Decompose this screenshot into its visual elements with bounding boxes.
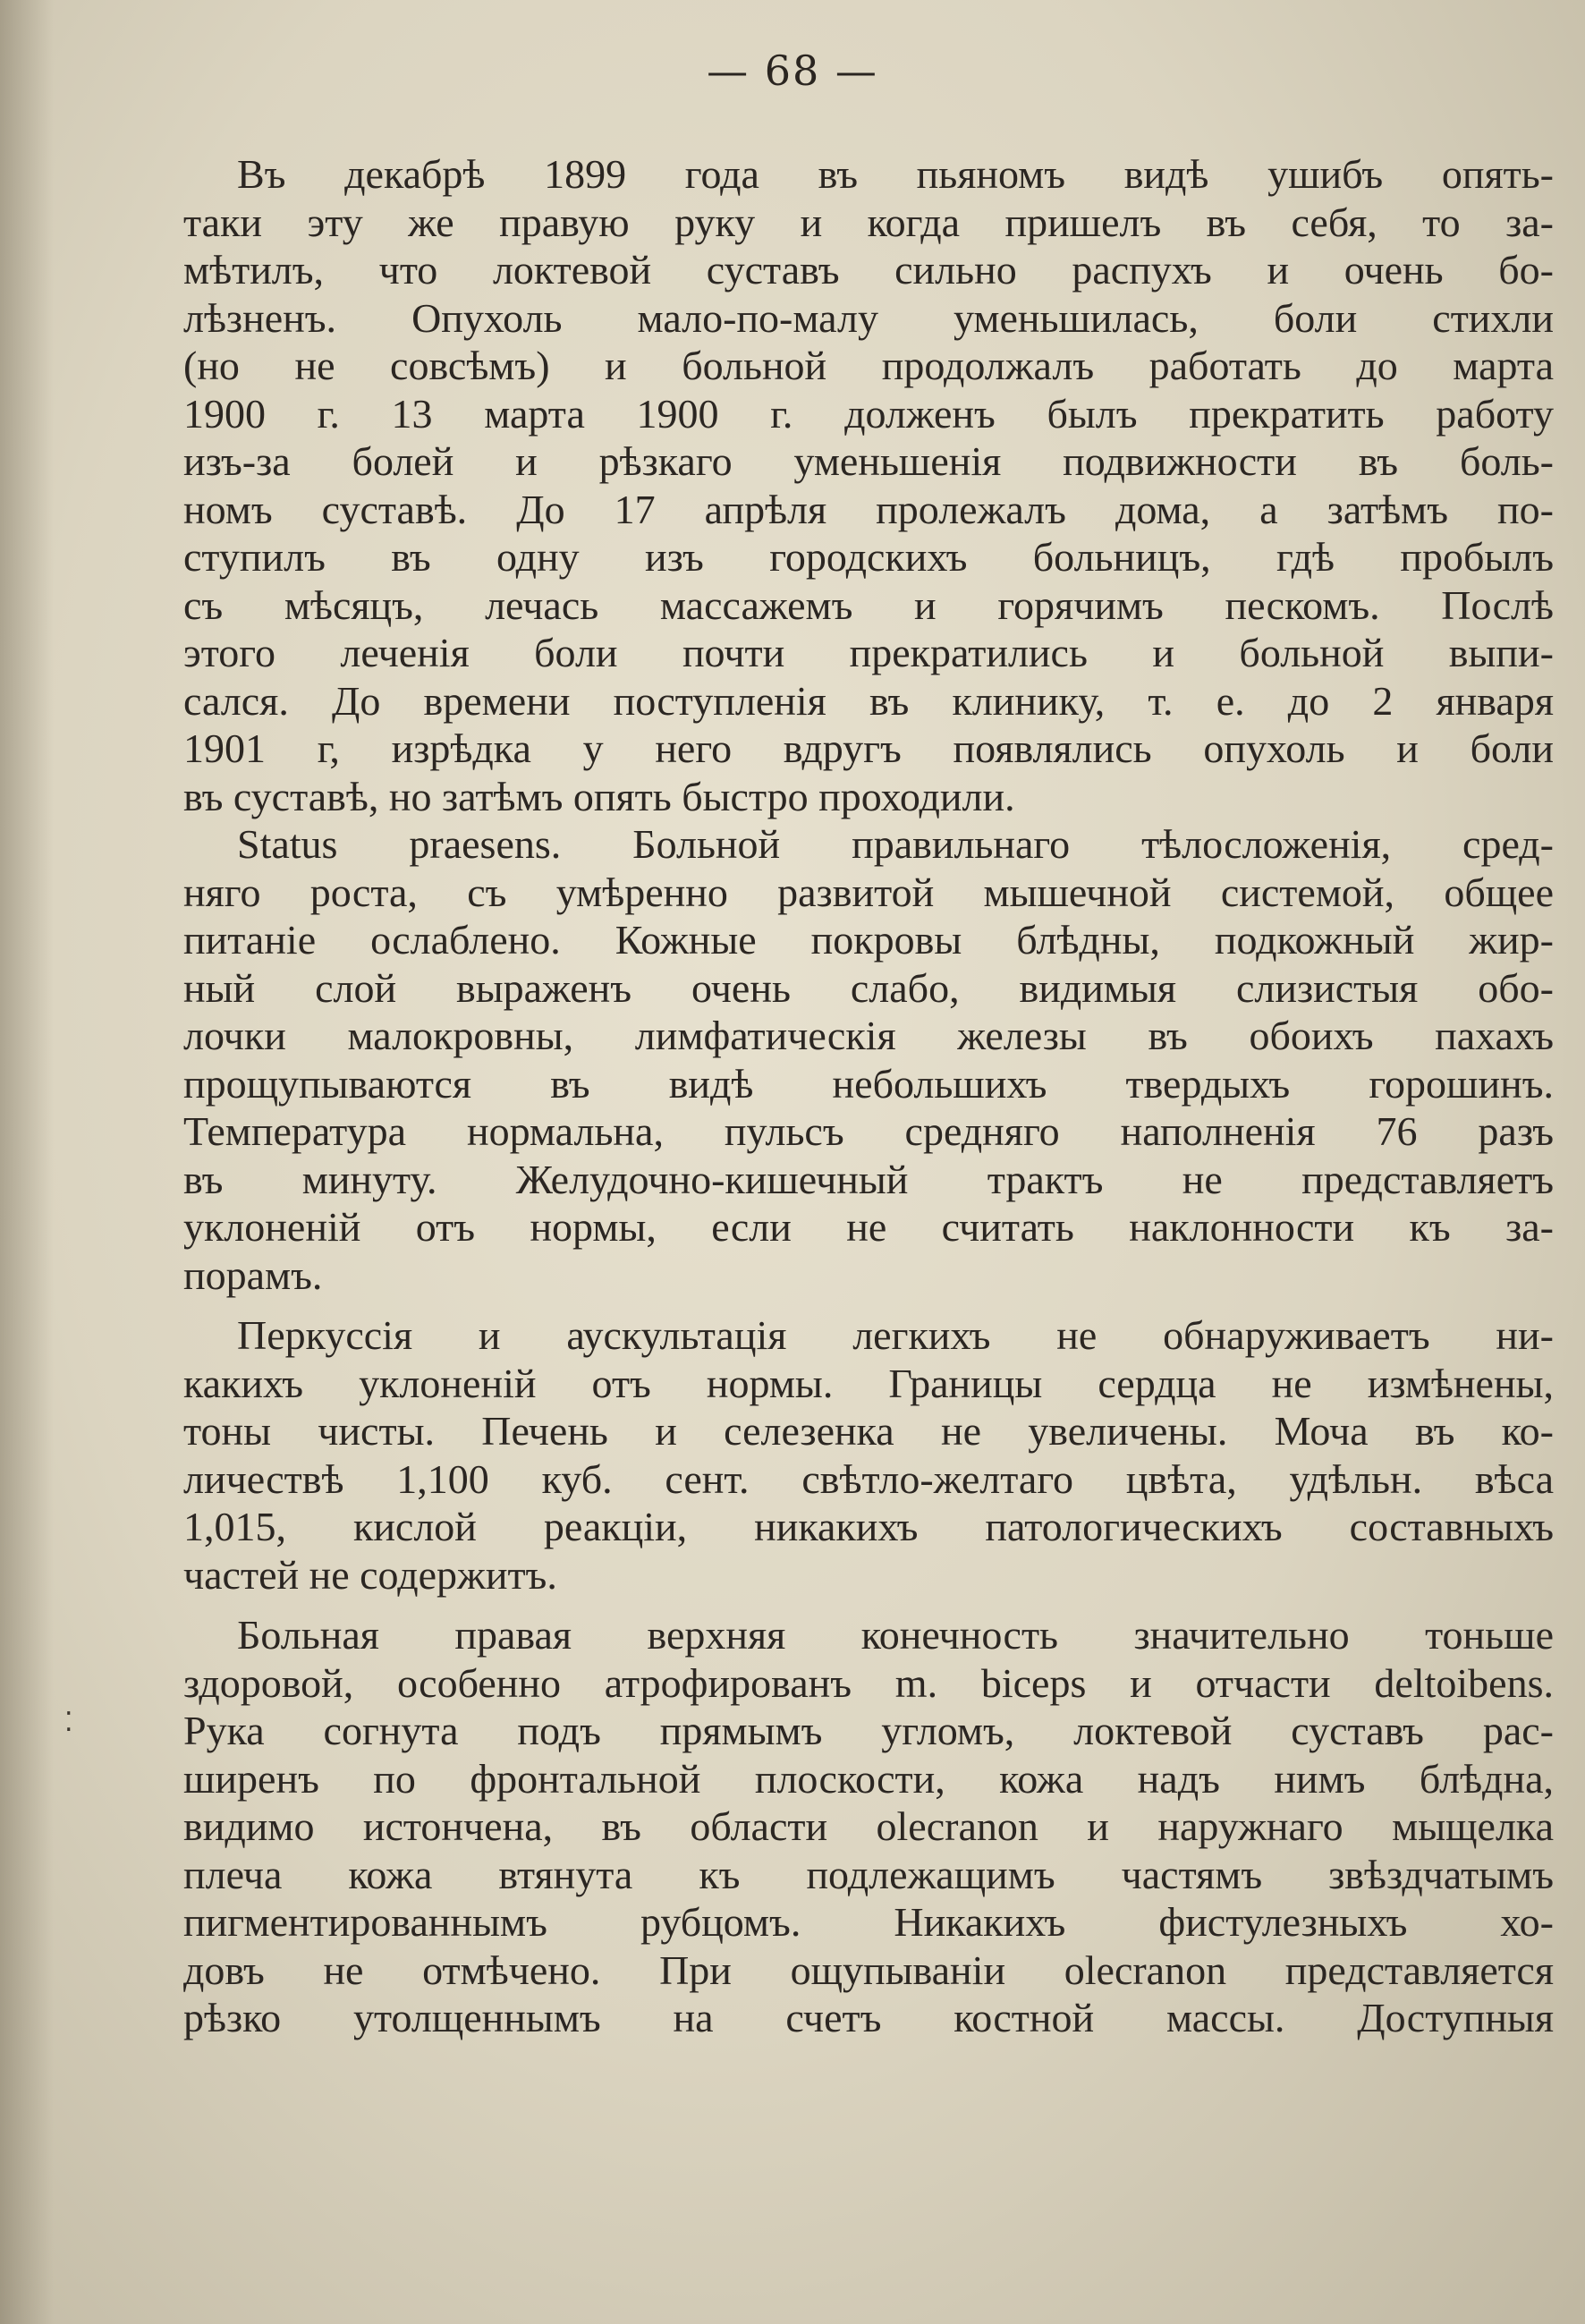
text-line: въ суставѣ, но затѣмъ опять быстро проходили. — [183, 773, 1015, 819]
text-line: сался. До времени поступленія въ клинику, т. е. до 2 января — [183, 677, 1554, 724]
text-line: питаніе ослаблено. Кожные покровы блѣдны, подкожный жир- — [183, 917, 1554, 963]
text-line: няго роста, съ умѣренно развитой мышечной системой, общее — [183, 869, 1554, 915]
text-line: Перкуссія и аускультація легкихъ не обнаруживаетъ ни- — [237, 1312, 1554, 1358]
text-line: лочки малокровны, лимфатическія железы въ обоихъ пахахъ — [183, 1013, 1554, 1058]
text-line: рѣзко утолщеннымъ на счетъ костной массы. Доступныя — [183, 1995, 1554, 2040]
text-line: пигментированнымъ рубцомъ. Никакихъ фистулезныхъ хо- — [183, 1899, 1554, 1945]
margin-mark: ⁚ — [64, 1708, 73, 1737]
text-line: 1900 г. 13 марта 1900 г. долженъ былъ прекратить работу — [183, 390, 1554, 437]
text-line: таки эту же правую руку и когда пришелъ въ себя, то за- — [183, 199, 1554, 245]
text-line: Рука согнута подъ прямымъ угломъ, локтевой суставъ рас- — [183, 1708, 1554, 1753]
body-text — [183, 150, 1554, 2042]
text-line: частей не содержитъ. — [183, 1551, 557, 1598]
text-line: изъ-за болей и рѣзкаго уменьшенія подвижности въ боль- — [183, 438, 1554, 484]
text-line: плеча кожа втянута къ подлежащимъ частямъ звѣздчатымъ — [183, 1851, 1554, 1897]
paragraph-gap — [183, 1299, 1554, 1311]
text-line: (но не совсѣмъ) и больной продолжалъ работать до марта — [183, 343, 1554, 388]
text-line: довъ не отмѣчено. При ощупываніи olecranon представляется — [183, 1947, 1554, 1993]
text-line: ширенъ по фронтальной плоскости, кожа надъ нимъ блѣдна, — [183, 1755, 1554, 1802]
text-line: въ минуту. Желудочно-кишечный трактъ не представляетъ — [183, 1156, 1554, 1202]
page-number: — 68 — — [707, 47, 878, 95]
text-line: этого леченія боли почти прекратились и больной выпи- — [183, 630, 1554, 675]
text-line: прощупываются въ видѣ небольшихъ твердыхъ горошинъ. — [183, 1060, 1554, 1107]
text-line: Въ декабрѣ 1899 года въ пьяномъ видѣ ушибъ опять- — [237, 151, 1554, 197]
text-line: порамъ. — [183, 1251, 323, 1298]
page-edge-shadow — [0, 0, 54, 2324]
text-line: мѣтилъ, что локтевой суставъ сильно распухъ и очень бо- — [183, 247, 1554, 293]
text-line: какихъ уклоненій отъ нормы. Границы сердца не измѣнены, — [183, 1360, 1554, 1406]
text-line: личествѣ 1,100 куб. сент. свѣтло-желтаго цвѣта, удѣльн. вѣса — [183, 1455, 1554, 1502]
text-line: Status praesens. Больной правильнаго тѣлосложенія, сред- — [237, 821, 1554, 867]
text-line: лѣзненъ. Опухоль мало-по-малу уменьшилась, боли стихли — [183, 294, 1554, 341]
text-line: Температура нормальна, пульсъ средняго наполненія 76 разъ — [183, 1108, 1554, 1154]
text-line: съ мѣсяцъ, лечась массажемъ и горячимъ пескомъ. Послѣ — [183, 581, 1554, 628]
text-line: тоны чисты. Печень и селезенка не увеличены. Моча въ ко- — [183, 1408, 1554, 1454]
text-line: здоровой, особенно атрофированъ m. biceps и отчасти deltoibens. — [183, 1659, 1554, 1706]
text-line: номъ суставѣ. До 17 апрѣля пролежалъ дома, а затѣмъ по- — [183, 486, 1554, 532]
text-line: ступилъ въ одну изъ городскихъ больницъ, гдѣ пробылъ — [183, 534, 1554, 580]
text-line: уклоненій отъ нормы, если не считать наклонности къ за- — [183, 1204, 1554, 1250]
text-line: 1,015, кислой реакціи, никакихъ патологическихъ составныхъ — [183, 1504, 1554, 1549]
text-line: Больная правая верхняя конечность значительно тоньше — [237, 1612, 1554, 1658]
text-line: видимо истончена, въ области olecranon и наружнаго мыщелка — [183, 1803, 1554, 1849]
text-line: ный слой выраженъ очень слабо, видимыя слизистыя обо- — [183, 964, 1554, 1011]
text-line: 1901 г, изрѣдка у него вдругъ появлялись опухоль и боли — [183, 725, 1554, 771]
paragraph-gap — [183, 1599, 1554, 1611]
